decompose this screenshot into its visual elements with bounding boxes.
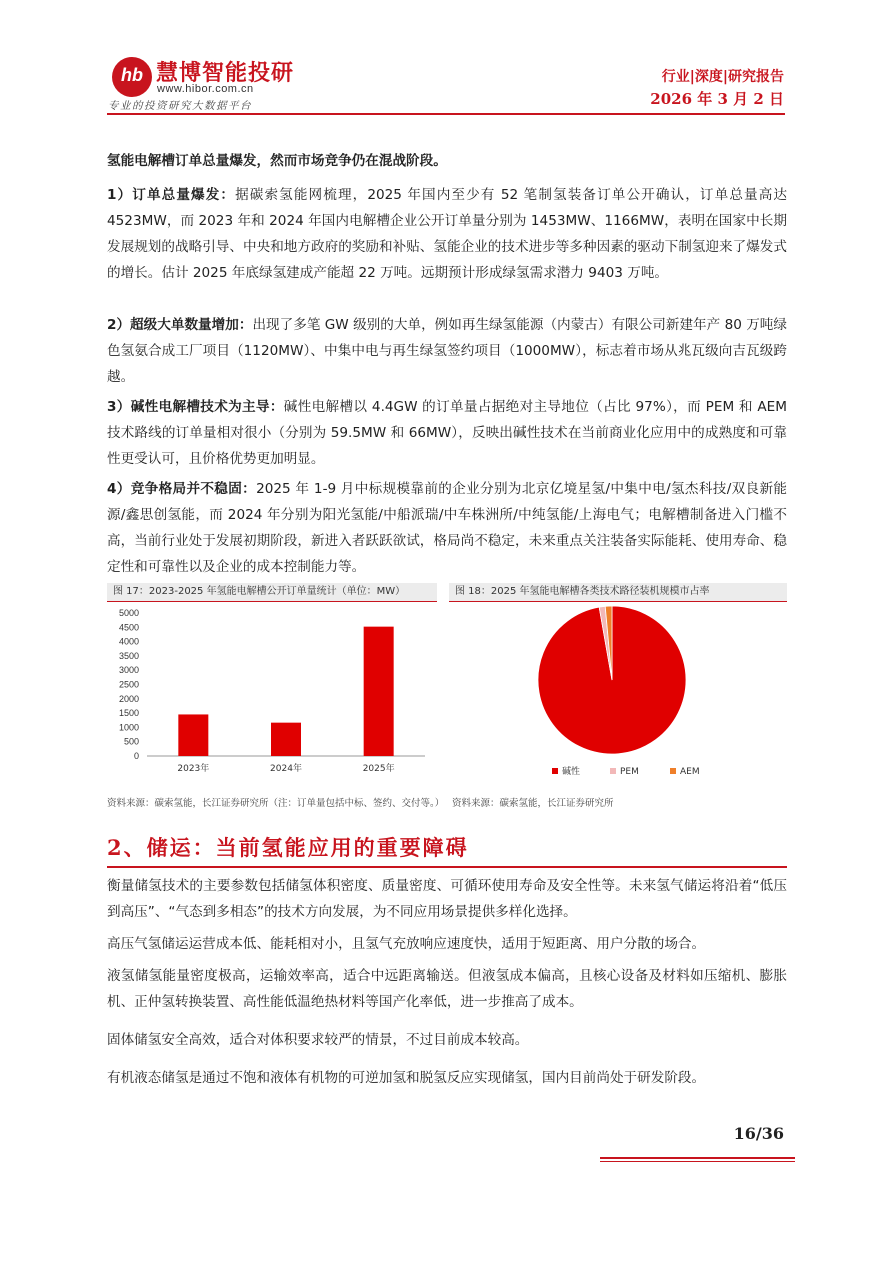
footer-rule [600, 1157, 795, 1159]
x-tick-label: 2025年 [362, 764, 395, 774]
y-tick-label: 1500 [118, 708, 139, 719]
y-tick-label: 0 [133, 751, 139, 761]
point-2 [107, 312, 787, 390]
figure-18-rule [449, 601, 787, 602]
brand-slogan: 专业的投资研究大数据平台 [108, 100, 252, 112]
y-tick-label: 5000 [118, 608, 139, 618]
bar-2023年 [178, 714, 208, 756]
legend-label: PEM [620, 767, 639, 777]
section-paragraph: 衡量储氢技术的主要参数包括储氢体积密度、质量密度、可循环使用寿命及安全性等。未来氢气储运将沿着“低压到高压”、“气态到多相态”的技术方向发展，为不同应用场景提供多样化选择。 [107, 878, 787, 920]
point-text: 碱性电解槽以 4.4GW 的订单量占据绝对主导地位（占比 97%），而 PEM 和 AEM 技术路线的订单量相对很小（分别为 59.5MW 和 66MW），反映出碱性技术在当前商业化应用中的成熟度和可靠性更受认可，且价格优势更加明显。 [107, 399, 787, 467]
report-date: 2026 年 3 月 2 日 [650, 90, 784, 108]
legend-swatch [670, 768, 676, 774]
order-volume-bar-chart [107, 603, 437, 783]
point-lead: 2）超级大单数量增加： [107, 317, 253, 333]
brand-name: 慧博智能投研 [156, 61, 295, 86]
section-paragraph: 固体储氢安全高效，适合对体积要求较严的情景，不过目前成本较高。 [107, 1032, 529, 1048]
point-4 [107, 476, 787, 580]
legend-label: AEM [680, 767, 700, 777]
section-paragraph: 液氢储氢能量密度极高，运输效率高，适合中远距离输送。但液氢成本偏高，且核心设备及材料如压缩机、膨胀机、正仲氢转换装置、高性能低温绝热材料等国产化率低，进一步推高了成本。 [107, 968, 787, 1010]
point-lead: 1）订单总量爆发： [107, 187, 236, 203]
y-tick-label: 4000 [118, 636, 139, 647]
section-paragraph: 有机液态储氢是通过不饱和液体有机物的可逆加氢和脱氢反应实现储氢，国内目前尚处于研发阶段。 [107, 1070, 706, 1086]
page-number: 16/36 [733, 1124, 784, 1143]
y-tick-label: 2500 [118, 679, 139, 690]
figure-17 [107, 583, 437, 602]
x-tick-label: 2023年 [177, 764, 210, 774]
figure-17-rule [107, 601, 437, 602]
point-lead: 3）碱性电解槽技术为主导： [107, 399, 284, 415]
figure-17-source: 资料来源：碳索氢能，长江证券研究所（注：订单量包括中标、签约、交付等。） [107, 798, 445, 809]
figure-17-title: 图 17：2023-2025 年氢能电解槽公开订单量统计（单位：MW） [107, 583, 437, 601]
point-1 [107, 182, 787, 286]
point-text: 出现了多笔 GW 级别的大单，例如再生绿氢能源（内蒙古）有限公司新建年产 80 万吨绿色氢氨合成工厂项目（1120MW）、中集中电与再生绿氢签约项目（1000MW），标志着市场从兆瓦级向吉瓦级跨越。 [107, 317, 787, 385]
report-type: 行业|深度|研究报告 [661, 69, 784, 85]
point-text: 2025 年 1-9 月中标规模靠前的企业分别为北京亿境星氢/中集中电/氢杰科技/双良新能源/鑫思创氢能，而 2024 年分别为阳光氢能/中船派瑞/中车株洲所/中纯氢能/上海电气；电解槽制备进入门槛不高，当前行业处于发展初期阶段，新进入者跃跃欲试，格局尚不稳定，未来重点关注装备实际能耗、使用寿命、稳定性和可靠性以及企业的成本控制能力等。 [107, 481, 787, 575]
bar-2024年 [271, 723, 301, 756]
section-paragraph: 高压气氢储运运营成本低、能耗相对小，且氢气充放响应速度快，适用于短距离、用户分散的场合。 [107, 936, 706, 952]
point-3 [107, 394, 787, 472]
header-divider [107, 113, 785, 115]
bar-2025年 [364, 627, 394, 756]
footer-rule-thin [600, 1161, 795, 1162]
figure-18-title: 图 18：2025 年氢能电解槽各类技术路径装机规模市占率 [449, 583, 787, 601]
section-title: 2、储运：当前氢能应用的重要障碍 [107, 835, 469, 860]
point-text: 据碳索氢能网梳理，2025 年国内至少有 52 笔制氢装备订单公开确认，订单总量高达 4523MW，而 2023 年和 2024 年国内电解槽企业公开订单量分别为 1453MW、1166MW，表明在国家中长期发展规划的战略引导、中央和地方政府的奖励和补贴、氢能企业的技术进步等多种因素的驱动下制氢迎来了爆发式的增长。估计 2025 年底绿氢建成产能超 22 万吨。远期预计形成绿氢需求潜力 9403 万吨。 [107, 187, 787, 281]
y-tick-label: 3500 [118, 650, 139, 661]
intro-heading: 氢能电解槽订单总量爆发，然而市场竞争仍在混战阶段。 [107, 153, 447, 169]
x-tick-label: 2024年 [270, 764, 302, 774]
legend-swatch [610, 768, 616, 774]
y-tick-label: 2000 [118, 693, 139, 704]
legend-label: 碱性 [562, 767, 581, 777]
section-divider [107, 866, 787, 868]
y-tick-label: 1000 [118, 722, 139, 733]
tech-share-pie-chart [449, 603, 787, 783]
legend-swatch [552, 768, 558, 774]
figure-18-source: 资料来源：碳索氢能，长江证券研究所 [452, 798, 614, 809]
y-tick-label: 500 [123, 736, 139, 747]
y-tick-label: 3000 [118, 665, 139, 676]
y-tick-label: 4500 [118, 622, 139, 633]
brand-logo-icon: hb [112, 57, 152, 97]
point-lead: 4）竞争格局并不稳固： [107, 481, 257, 497]
brand-url: www.hibor.com.cn [157, 83, 254, 95]
figure-18 [449, 583, 787, 602]
